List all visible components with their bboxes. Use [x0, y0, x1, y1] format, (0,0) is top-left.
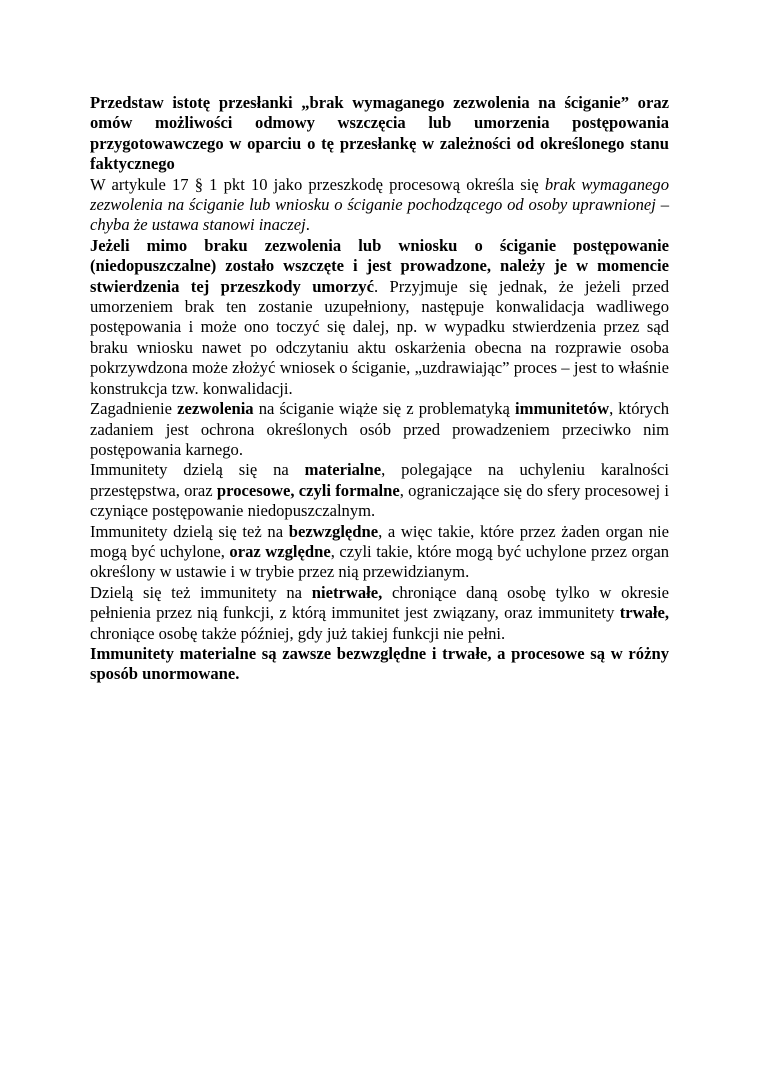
paragraph-konwalidacja: Jeżeli mimo braku zezwolenia lub wniosku o ściganie postępowanie (niedopuszczalne) zostało wszczęte i jest prowadzone, należy je w momencie stwierdzenia tej przeszkody umorzyć. Przyjmuje się jednak, że jeżeli przed umorzeniem brak ten zostanie uzupełniony, następuje konwalidacja wadliwego postępowania i może ono toczyć się dalej, np. w wypadku stwierdzenia przez sąd braku wniosku nawet po odczytaniu aktu oskarżenia obecna na rozprawie osoba pokrzywdzona może złożyć wniosek o ściganie, „uzdrawiając” proces – jest to właśnie konstrukcja tzw. konwalidacji.: [90, 235, 669, 398]
document-page: [90, 93, 669, 685]
question-heading: Przedstaw istotę przesłanki „brak wymaganego zezwolenia na ściganie” oraz omów możliwości odmowy wszczęcia lub umorzenia postępowania przygotowawczego w oparciu o tę przesłankę w zależności od określonego stanu faktycznego: [90, 93, 669, 174]
paragraph-bezwzgledne-wzgledne: Immunitety dzielą się też na bezwzględne, a więc takie, które przez żaden organ nie mogą być uchylone, oraz względne, czyli takie, które mogą być uchylone przez organ określony w ustawie i w trybie przez nią przewidzianym.: [90, 521, 669, 582]
paragraph-article-17: W artykule 17 § 1 pkt 10 jako przeszkodę procesową określa się brak wymaganego zezwolenia na ściganie lub wniosku o ściganie pochodzącego od osoby uprawnionej – chyba że ustawa stanowi inaczej.: [90, 174, 669, 235]
quoted-provision: brak wymaganego zezwolenia na ściganie lub wniosku o ściganie pochodzącego od osoby uprawnionej – chyba że ustawa stanowi inaczej: [90, 174, 669, 235]
paragraph-materialne-procesowe: Immunitety dzielą się na materialne, polegające na uchyleniu karalności przestępstwa, oraz procesowe, czyli formalne, ograniczające się do sfery procesowej i czyniące postępowanie niedopuszczalnym.: [90, 460, 670, 521]
paragraph-summary: Immunitety materialne są zawsze bezwzględne i trwałe, a procesowe są w różny sposób unormowane.: [90, 643, 669, 684]
paragraph-nietrwale-trwale: Dzielą się też immunitety na nietrwałe, chroniące daną osobę tylko w okresie pełnienia przez nią funkcji, z którą immunitet jest związany, oraz immunitety trwałe, chroniące osobę także później, gdy już takiej funkcji nie pełni.: [90, 582, 669, 643]
paragraph-zezwolenie: Zagadnienie zezwolenia na ściganie wiąże się z problematyką immunitetów, których zadaniem jest ochrona określonych osób przed prowadzeniem przeciwko nim postępowania karnego.: [90, 399, 669, 459]
